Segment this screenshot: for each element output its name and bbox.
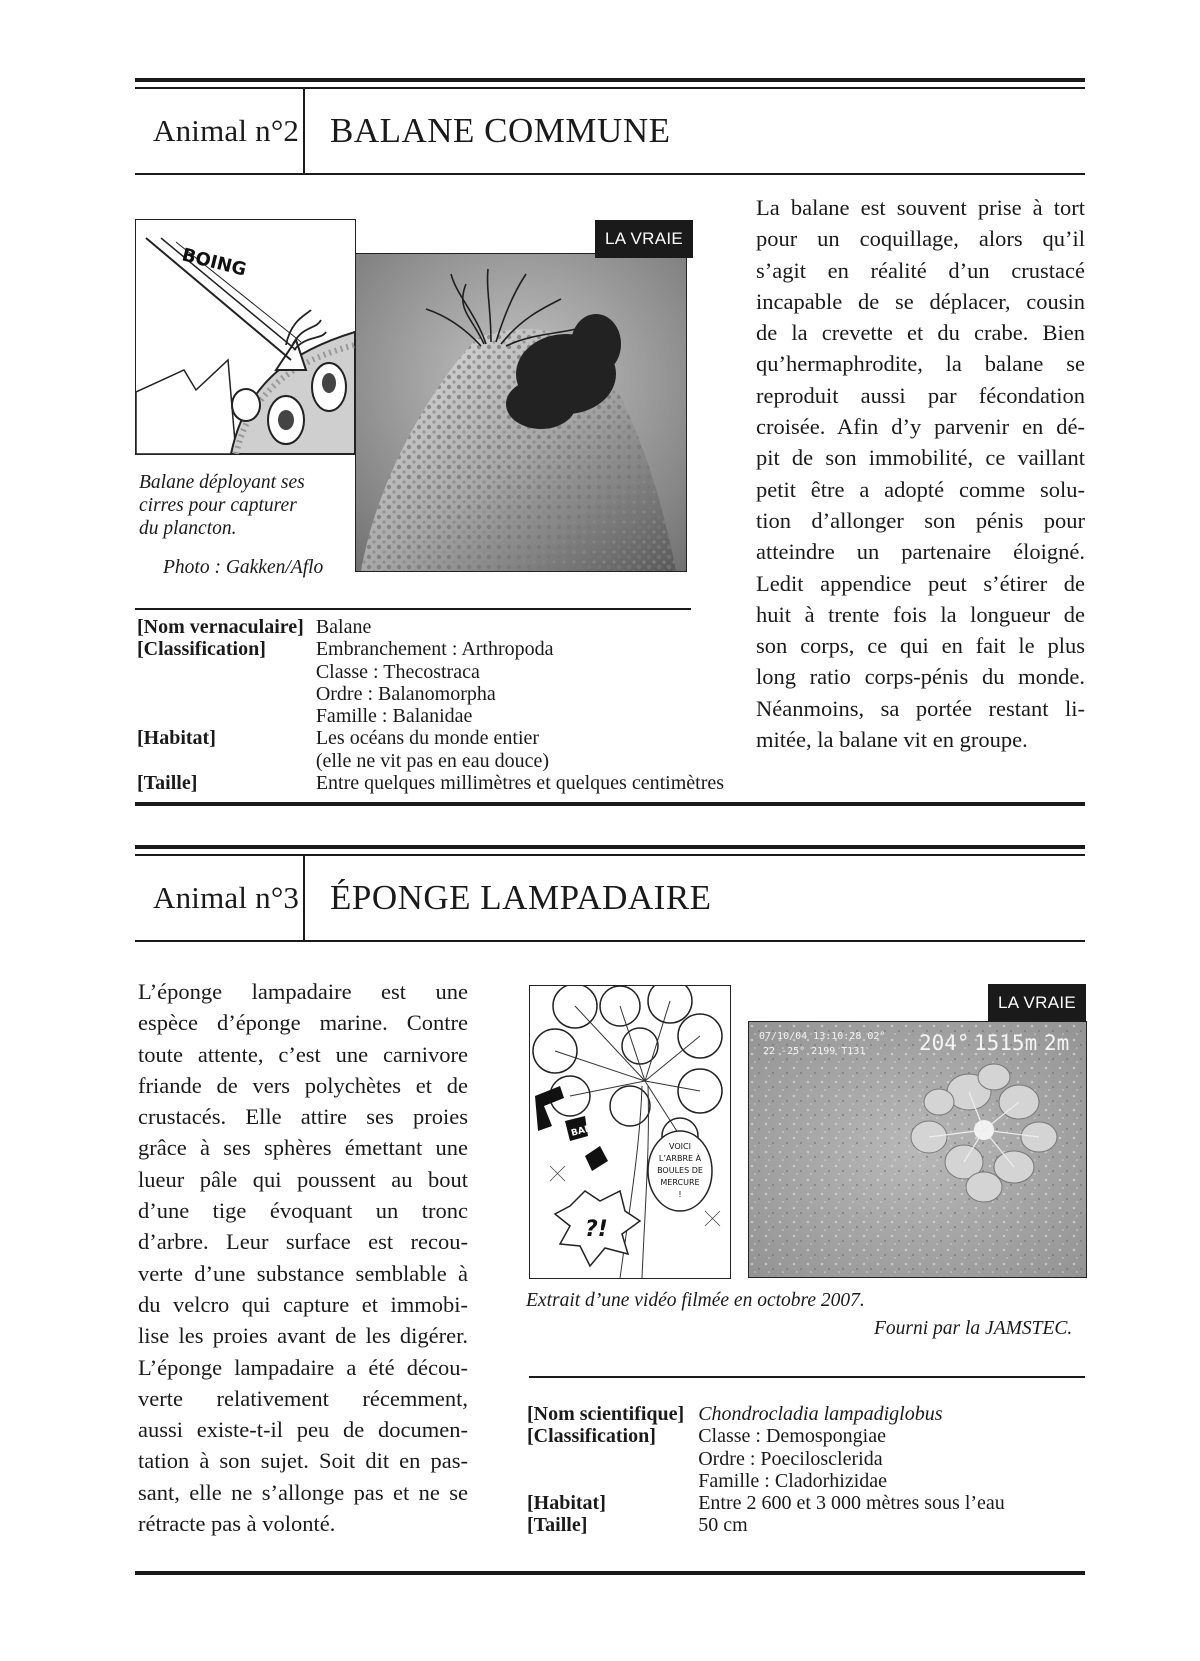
- body-line: verte d’une substance semblable à: [138, 1260, 468, 1286]
- info-value-line: Famille : Balanidae: [315, 705, 473, 728]
- body-line: rétracte pas à volonté.: [138, 1511, 336, 1537]
- manga-panel-barnacle: [135, 219, 356, 455]
- info-key: [Classification]: [137, 638, 266, 661]
- info-row: [527, 1403, 1005, 1425]
- info-value-line: Embranchement : Arthropoda: [315, 638, 554, 661]
- info-key: [Taille]: [137, 772, 198, 795]
- info-value: Entre quelques millimètres et quelques centimètres: [315, 772, 725, 795]
- header-bottom-rule-1: [135, 173, 1085, 175]
- body-line: qu’hermaphrodite, la balane se: [756, 351, 1085, 377]
- body-line: La balane est souvent prise à tort: [756, 195, 1085, 220]
- body-line: incapable de se déplacer, cousin: [756, 288, 1085, 314]
- info-key: [Nom vernaculaire]: [137, 616, 304, 638]
- info-table-barnacle: [137, 616, 724, 794]
- info-row: [137, 727, 724, 772]
- body-line: friande de vers polychètes et de: [138, 1072, 468, 1098]
- animal-number: Animal n°2: [153, 113, 300, 148]
- info-row: [527, 1514, 1005, 1536]
- info-value-line: Ordre : Poecilosclerida: [698, 1447, 883, 1470]
- info-row: [527, 1492, 1005, 1514]
- body-line: espèce d’éponge marine. Contre: [138, 1010, 468, 1036]
- body-line: s’agit en réalité d’un crustacé: [756, 257, 1085, 283]
- video-overlay-telemetry: 22 -25° 2199 T131: [763, 1046, 866, 1057]
- body-line: verte relativement récemment,: [138, 1385, 468, 1411]
- body-line: grâce à ses sphères émettant une: [138, 1135, 468, 1161]
- badge-la-vraie: LA VRAIE: [595, 220, 693, 258]
- body-line: L’éponge lampadaire est une: [138, 979, 468, 1004]
- body-line: tation à son sujet. Soit dit en pas-: [138, 1448, 468, 1474]
- video-overlay-depth: 1515m: [974, 1031, 1038, 1055]
- body-line: aussi existe-t-il peu de documen-: [138, 1417, 468, 1443]
- body-line: son corps, ce qui en fait le plus: [756, 633, 1085, 659]
- top-double-rule-1a: [135, 78, 1085, 82]
- info-value: [698, 1425, 1005, 1492]
- body-line: lise les proies avant de les digérer.: [138, 1323, 468, 1349]
- body-line: crustacés. Elle attire ses proies: [138, 1104, 468, 1130]
- body-line: huit à trente fois la longueur de: [756, 601, 1085, 627]
- manga-panel-sponge: [529, 985, 731, 1279]
- info-key: [Habitat]: [527, 1492, 606, 1515]
- body-text-sponge: [138, 976, 468, 1539]
- info-key: [Taille]: [527, 1514, 588, 1537]
- manga-sfx-boing: BOING: [179, 244, 249, 281]
- info-key: [Classification]: [527, 1425, 656, 1448]
- info-value-line: Ordre : Balanomorpha: [315, 682, 496, 705]
- body-line: du velcro qui capture et immobi-: [138, 1291, 468, 1317]
- info-value-line: Classe : Thecostraca: [315, 660, 480, 683]
- info-row: [137, 772, 724, 794]
- header-divider-2: [303, 855, 305, 941]
- body-line: Néanmoins, sa portée restant li-: [756, 695, 1085, 721]
- badge-la-vraie: LA VRAIE: [988, 984, 1086, 1022]
- speech-bubble-line: VOICI: [669, 1142, 691, 1151]
- manga-shout: ?!: [585, 1217, 608, 1242]
- info-value-line: Classe : Demospongiae: [698, 1425, 886, 1448]
- body-line: de la crevette et du crabe. Bien: [756, 320, 1085, 346]
- header-divider-1: [303, 88, 305, 174]
- caption-line: Balane déployant ses: [139, 472, 305, 493]
- body-line: sant, elle ne s’allonge pas et ne se: [138, 1479, 468, 1505]
- body-line: long ratio corps-pénis du monde.: [756, 664, 1085, 690]
- info-row: [137, 616, 724, 638]
- body-line: atteindre un partenaire éloigné.: [756, 539, 1085, 565]
- info-row: [137, 638, 724, 727]
- speech-bubble-line: MERCURE: [660, 1178, 700, 1187]
- body-line: tion d’allonger son pénis pour: [756, 507, 1085, 533]
- body-text-barnacle: [756, 192, 1085, 755]
- body-line: toute attente, c’est une carnivore: [138, 1041, 468, 1067]
- video-overlay-altitude: 2m: [1044, 1031, 1070, 1055]
- caption-line: du plancton.: [139, 518, 237, 539]
- animal-title: ÉPONGE LAMPADAIRE: [330, 878, 712, 917]
- photo-credit: Photo : Gakken/Aflo: [163, 557, 324, 578]
- info-key: [Habitat]: [137, 727, 216, 750]
- body-line: L’éponge lampadaire a été décou-: [138, 1354, 468, 1380]
- speech-bubble-line: L’ARBRE À: [658, 1154, 702, 1163]
- body-line: Ledit appendice peut s’étirer de: [756, 570, 1085, 596]
- caption-line: cirres pour capturer: [139, 495, 297, 516]
- info-value: 50 cm: [698, 1514, 748, 1537]
- animal-title: BALANE COMMUNE: [330, 111, 671, 150]
- info-value-line: Famille : Cladorhizidae: [698, 1469, 888, 1492]
- top-double-rule-2a: [135, 845, 1085, 849]
- speech-bubble-line: BOULES DE: [657, 1166, 703, 1175]
- video-caption: Extrait d’une vidéo filmée en octobre 2007.: [526, 1290, 865, 1311]
- info-top-rule-1: [135, 608, 691, 610]
- top-double-rule-1b: [135, 87, 1085, 89]
- body-line: mitée, la balane vit en groupe.: [756, 727, 1028, 753]
- body-line: petit être a adopté comme solu-: [756, 476, 1085, 502]
- video-credit: Fourni par la JAMSTEC.: [874, 1318, 1073, 1339]
- info-table-sponge: [527, 1403, 1005, 1537]
- body-line: pour un coquillage, alors qu’il: [756, 226, 1085, 252]
- body-line: d’arbre. Leur surface est recou-: [138, 1229, 468, 1255]
- photo-caption: [139, 471, 305, 540]
- body-line: pit de son immobilité, ce vaillant: [756, 445, 1085, 471]
- section-bottom-rule-1: [135, 802, 1085, 806]
- info-value: [316, 727, 724, 772]
- info-value: Entre 2 600 et 3 000 mètres sous l’eau: [698, 1492, 1005, 1515]
- info-top-rule-2: [529, 1376, 1085, 1378]
- info-value-line: (elle ne vit pas en eau douce): [315, 749, 550, 772]
- body-line: d’une tige évoquant un tronc: [138, 1198, 468, 1224]
- speech-bubble-line: !: [678, 1190, 682, 1199]
- info-value: Balane: [315, 616, 372, 638]
- info-row: [527, 1425, 1005, 1492]
- info-value: [316, 638, 724, 727]
- header-bottom-rule-2: [135, 940, 1085, 942]
- video-overlay-heading: 204°: [919, 1031, 970, 1055]
- body-line: croisée. Afin d’y parvenir en dé-: [756, 414, 1085, 440]
- photo-barnacle: [355, 253, 687, 572]
- info-value-line: Les océans du monde entier: [315, 727, 540, 750]
- video-still-sponge: [748, 1021, 1087, 1278]
- video-overlay-timestamp: 07/10/04 13:10:28 02°: [759, 1031, 886, 1042]
- animal-number: Animal n°3: [153, 880, 300, 915]
- section-bottom-rule-2: [135, 1571, 1085, 1575]
- manga-sfx-bam: BAM: [570, 1123, 595, 1139]
- info-key: [Nom scientifique]: [527, 1403, 685, 1425]
- body-line: lueur pâle qui poussent au bout: [138, 1166, 468, 1192]
- info-value: Chondrocladia lampadiglobus: [698, 1403, 943, 1425]
- top-double-rule-2b: [135, 854, 1085, 856]
- body-line: reproduit aussi par fécondation: [756, 382, 1085, 408]
